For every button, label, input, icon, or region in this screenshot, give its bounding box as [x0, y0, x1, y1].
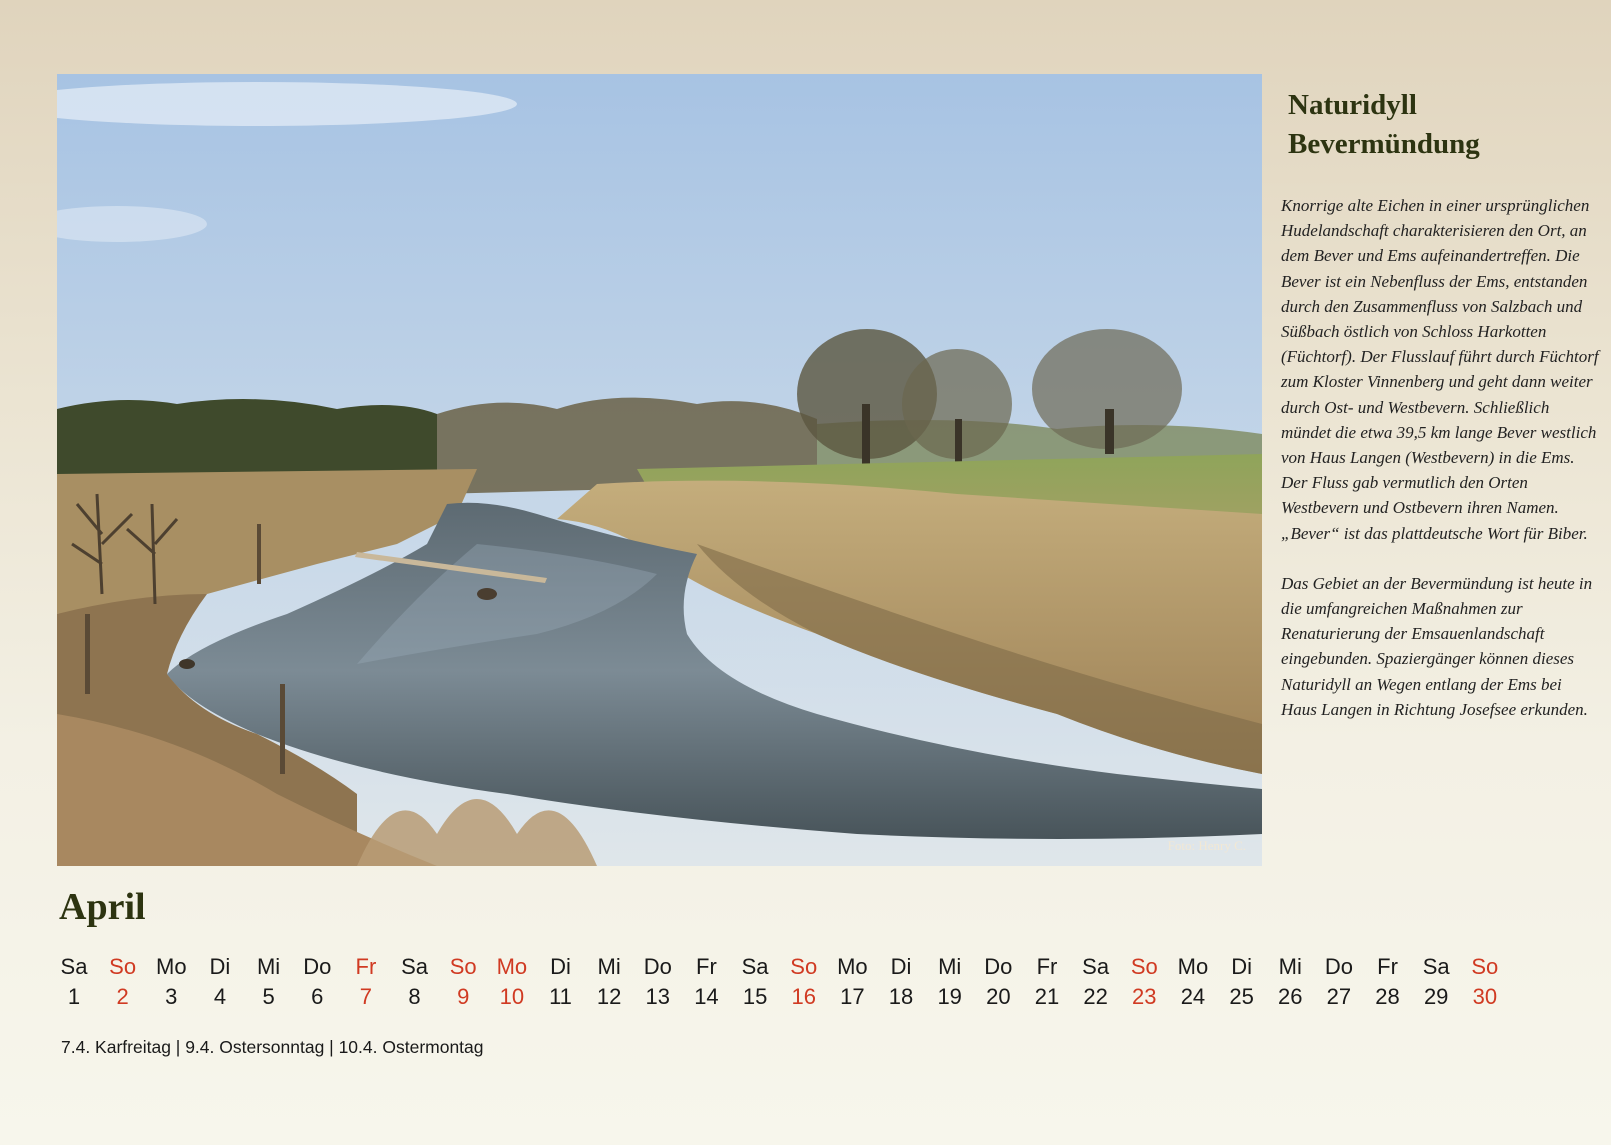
- photo-credit: Foto: Henry C.: [1167, 838, 1246, 853]
- calendar-day: [50, 952, 98, 1012]
- calendar-day: [1218, 952, 1266, 1012]
- calendar-day: [1412, 952, 1460, 1012]
- article-title-line2: Bevermündung: [1288, 128, 1480, 160]
- day-number: 5: [262, 984, 275, 1009]
- weekday-label: Do: [303, 954, 332, 979]
- weekday-label: So: [1471, 954, 1499, 979]
- weekday-label: Di: [1231, 954, 1252, 979]
- day-number: 17: [840, 984, 865, 1009]
- calendar-day: [780, 952, 828, 1012]
- weekday-label: Mo: [496, 954, 528, 979]
- day-number: 8: [408, 984, 421, 1009]
- weekday-label: Di: [209, 954, 231, 979]
- article-title: [1288, 86, 1588, 164]
- calendar-day: [1461, 952, 1509, 1012]
- river-landscape-image: [57, 74, 1262, 866]
- day-number: 30: [1472, 984, 1498, 1009]
- day-number: 16: [791, 984, 816, 1009]
- weekday-label: Sa: [1422, 954, 1450, 979]
- calendar-day: [926, 952, 974, 1012]
- day-number: 22: [1083, 984, 1108, 1009]
- weekday-label: Mo: [837, 954, 868, 979]
- weekday-label: Di: [890, 954, 912, 979]
- article-title-line1: Naturidyll: [1288, 89, 1417, 121]
- article-body: [1281, 193, 1601, 747]
- day-number: 26: [1278, 984, 1303, 1009]
- calendar-day: [1266, 952, 1314, 1012]
- day-number: 20: [986, 984, 1011, 1009]
- weekday-label: So: [1130, 954, 1158, 979]
- weekday-label: Sa: [741, 954, 769, 979]
- calendar-day: [1072, 952, 1120, 1012]
- landscape-photo: [57, 74, 1262, 866]
- day-number: 2: [116, 984, 129, 1009]
- day-number: 23: [1132, 984, 1157, 1009]
- weekday-label: Fr: [1377, 954, 1398, 979]
- calendar-day: [439, 952, 487, 1012]
- calendar-day: [99, 952, 147, 1012]
- day-number: 27: [1326, 984, 1352, 1009]
- weekday-label: Fr: [1036, 954, 1058, 979]
- calendar-day: [731, 952, 779, 1012]
- weekday-label: Mo: [156, 954, 187, 979]
- calendar-day: [342, 952, 390, 1012]
- weekday-label: So: [449, 954, 477, 979]
- month-title: April: [59, 886, 146, 928]
- day-number: 11: [549, 984, 572, 1009]
- calendar-day: [1169, 952, 1217, 1012]
- calendar-day: [1023, 952, 1071, 1012]
- day-number: 24: [1180, 984, 1206, 1009]
- day-number: 6: [311, 984, 324, 1009]
- calendar-day: [245, 952, 293, 1012]
- calendar-day: [293, 952, 341, 1012]
- weekday-label: Fr: [696, 954, 717, 979]
- day-number: 1: [67, 984, 81, 1009]
- calendar-day: [974, 952, 1022, 1012]
- weekday-label: Sa: [1082, 954, 1110, 979]
- day-number: 3: [165, 984, 178, 1009]
- weekday-label: So: [109, 954, 137, 979]
- day-number: 7: [359, 984, 373, 1009]
- holidays-note: 7.4. Karfreitag | 9.4. Ostersonntag | 10.4. Ostermontag: [61, 1037, 484, 1057]
- calendar-day: [682, 952, 730, 1012]
- day-number: 12: [596, 984, 622, 1009]
- article-paragraph-2: Das Gebiet an der Bevermündung ist heute in die umfangreichen Maßnahmen zur Renaturierung der Emsauenlandschaft eingebunden. Spaziergänger können dieses Naturidyll an Wegen entlang der Ems bei Haus Langen in Richtung Josefsee erkunden.: [1281, 573, 1593, 719]
- day-number: 25: [1229, 984, 1254, 1009]
- weekday-label: Sa: [60, 954, 88, 979]
- calendar-day: [634, 952, 682, 1012]
- calendar-day: [877, 952, 925, 1012]
- day-number: 18: [888, 984, 914, 1009]
- weekday-label: Mi: [256, 954, 281, 979]
- day-number: 14: [694, 984, 719, 1009]
- weekday-label: Mi: [1278, 954, 1302, 979]
- day-number: 9: [457, 984, 470, 1009]
- calendar-day: [147, 952, 195, 1012]
- weekday-label: Do: [984, 954, 1013, 979]
- calendar-day: [391, 952, 439, 1012]
- calendar-day: [196, 952, 244, 1012]
- day-number: 19: [937, 984, 962, 1009]
- article-paragraph-1: Knorrige alte Eichen in einer ursprünglichen Hudelandschaft charakterisieren den Ort, an dem Bever und Ems aufeinandertreffen. Die Bever ist ein Nebenfluss der Ems, entstanden durch den Zusammenfluss von Salzbach und Süßbach östlich von Schloss Harkotten (Füchtorf). Der Flusslauf führt durch Füchtorf zum Kloster Vinnenberg und geht dann weiter durch Ost- und Westbevern. Schließlich mündet die etwa 39,5 km lange Bever westlich von Haus Langen (Westbevern) in die Ems. Der Fluss gab vermutlich den Orten Westbevern und Ostbevern ihren Namen. „Bever“ ist das plattdeutsche Wort für Biber.: [1281, 196, 1599, 543]
- calendar-day: [537, 952, 585, 1012]
- weekday-label: Sa: [401, 954, 428, 979]
- calendar-day: [488, 952, 536, 1012]
- day-number: 13: [645, 984, 671, 1009]
- day-number: 10: [499, 984, 525, 1009]
- weekday-label: Do: [1324, 954, 1353, 979]
- day-number: 28: [1375, 984, 1400, 1009]
- weekday-label: So: [790, 954, 818, 979]
- calendar-day: [1120, 952, 1168, 1012]
- calendar-day: [585, 952, 633, 1012]
- weekday-label: Mi: [597, 954, 621, 979]
- calendar-day: [1364, 952, 1412, 1012]
- weekday-label: Fr: [355, 954, 377, 979]
- weekday-label: Di: [550, 954, 571, 979]
- weekday-label: Do: [643, 954, 672, 979]
- weekday-label: Mo: [1177, 954, 1209, 979]
- weekday-label: Mi: [938, 954, 962, 979]
- calendar-day: [828, 952, 876, 1012]
- day-number: 4: [213, 984, 227, 1009]
- calendar-day: [1315, 952, 1363, 1012]
- day-number: 21: [1034, 984, 1060, 1009]
- day-number: 15: [742, 984, 768, 1009]
- day-number: 29: [1423, 984, 1449, 1009]
